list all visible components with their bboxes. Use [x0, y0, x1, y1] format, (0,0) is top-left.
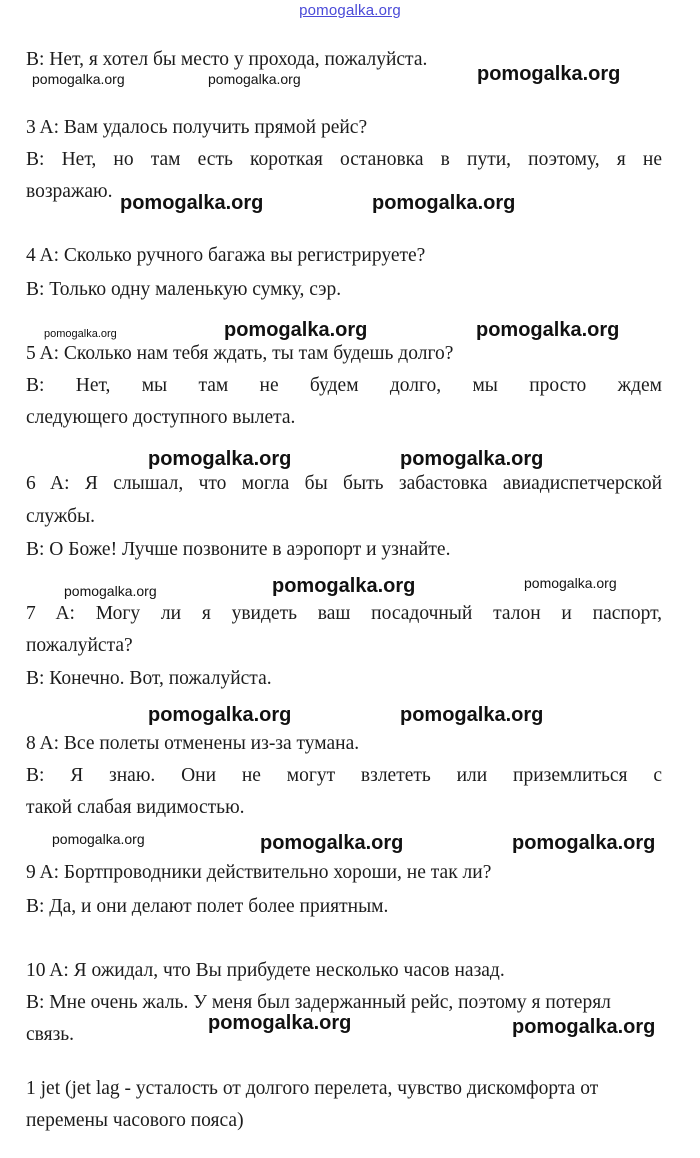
- watermark: pomogalka.org: [476, 319, 620, 341]
- text-line: B: Конечно. Вот, пожалуйста.: [26, 668, 272, 689]
- text-line: B: О Боже! Лучше позвоните в аэропорт и узнайте.: [26, 539, 451, 560]
- watermark: pomogalka.org: [372, 192, 516, 214]
- text-line: 10 A: Я ожидал, что Вы прибудете несколько часов назад.: [26, 960, 505, 981]
- text-line: B: Нет, я хотел бы место у прохода, пожалуйста.: [26, 49, 428, 70]
- watermark: pomogalka.org: [64, 583, 157, 599]
- text-line: B: Мне очень жаль. У меня был задержанный рейс, поэтому я потерял: [26, 992, 611, 1013]
- text-line: 6 A: Я слышал, что могла бы быть забастовка авиадиспетчерской: [26, 473, 662, 494]
- text-line: B: Я знаю. Они не могут взлететь или приземлиться с: [26, 765, 662, 786]
- watermark: pomogalka.org: [477, 63, 621, 85]
- watermark: pomogalka.org: [512, 1016, 656, 1038]
- watermark: pomogalka.org: [52, 831, 145, 847]
- watermark: pomogalka.org: [208, 71, 301, 87]
- text-line: 5 A: Сколько нам тебя ждать, ты там будешь долго?: [26, 343, 454, 364]
- text-line: 3 A: Вам удалось получить прямой рейс?: [26, 117, 368, 138]
- text-line: 4 A: Сколько ручного багажа вы регистрируете?: [26, 245, 426, 266]
- watermark: pomogalka.org: [148, 448, 292, 470]
- watermark: pomogalka.org: [120, 192, 264, 214]
- text-line: 8 A: Все полеты отменены из-за тумана.: [26, 733, 360, 754]
- watermark: pomogalka.org: [148, 704, 292, 726]
- text-line: B: Нет, мы там не будем долго, мы просто ждем: [26, 375, 662, 396]
- text-line: B: Только одну маленькую сумку, сэр.: [26, 279, 342, 300]
- text-line: B: Да, и они делают полет более приятным.: [26, 896, 389, 917]
- watermark: pomogalka.org: [524, 575, 617, 591]
- site-header-link[interactable]: pomogalka.org: [299, 2, 401, 19]
- watermark: pomogalka.org: [208, 1012, 352, 1034]
- text-line: службы.: [26, 506, 95, 527]
- text-line: B: Нет, но там есть короткая остановка в пути, поэтому, я не: [26, 149, 662, 170]
- text-line: такой слабая видимостью.: [26, 797, 245, 818]
- text-line: следующего доступного вылета.: [26, 407, 296, 428]
- watermark: pomogalka.org: [272, 575, 416, 597]
- watermark: pomogalka.org: [400, 704, 544, 726]
- footnote-line: 1 jet (jet lag - усталость от долгого перелета, чувство дискомфорта от: [26, 1078, 599, 1099]
- watermark: pomogalka.org: [400, 448, 544, 470]
- watermark: pomogalka.org: [260, 832, 404, 854]
- watermark: pomogalka.org: [32, 71, 125, 87]
- watermark: pomogalka.org: [44, 328, 117, 340]
- text-line: связь.: [26, 1024, 75, 1045]
- text-line: пожалуйста?: [26, 635, 133, 656]
- footnote-line: перемены часового пояса): [26, 1110, 244, 1131]
- watermark: pomogalka.org: [224, 319, 368, 341]
- text-line: 7 A: Могу ли я увидеть ваш посадочный талон и паспорт,: [26, 603, 662, 624]
- watermark: pomogalka.org: [512, 832, 656, 854]
- text-line: 9 A: Бортпроводники действительно хороши, не так ли?: [26, 862, 492, 883]
- text-line: возражаю.: [26, 181, 113, 202]
